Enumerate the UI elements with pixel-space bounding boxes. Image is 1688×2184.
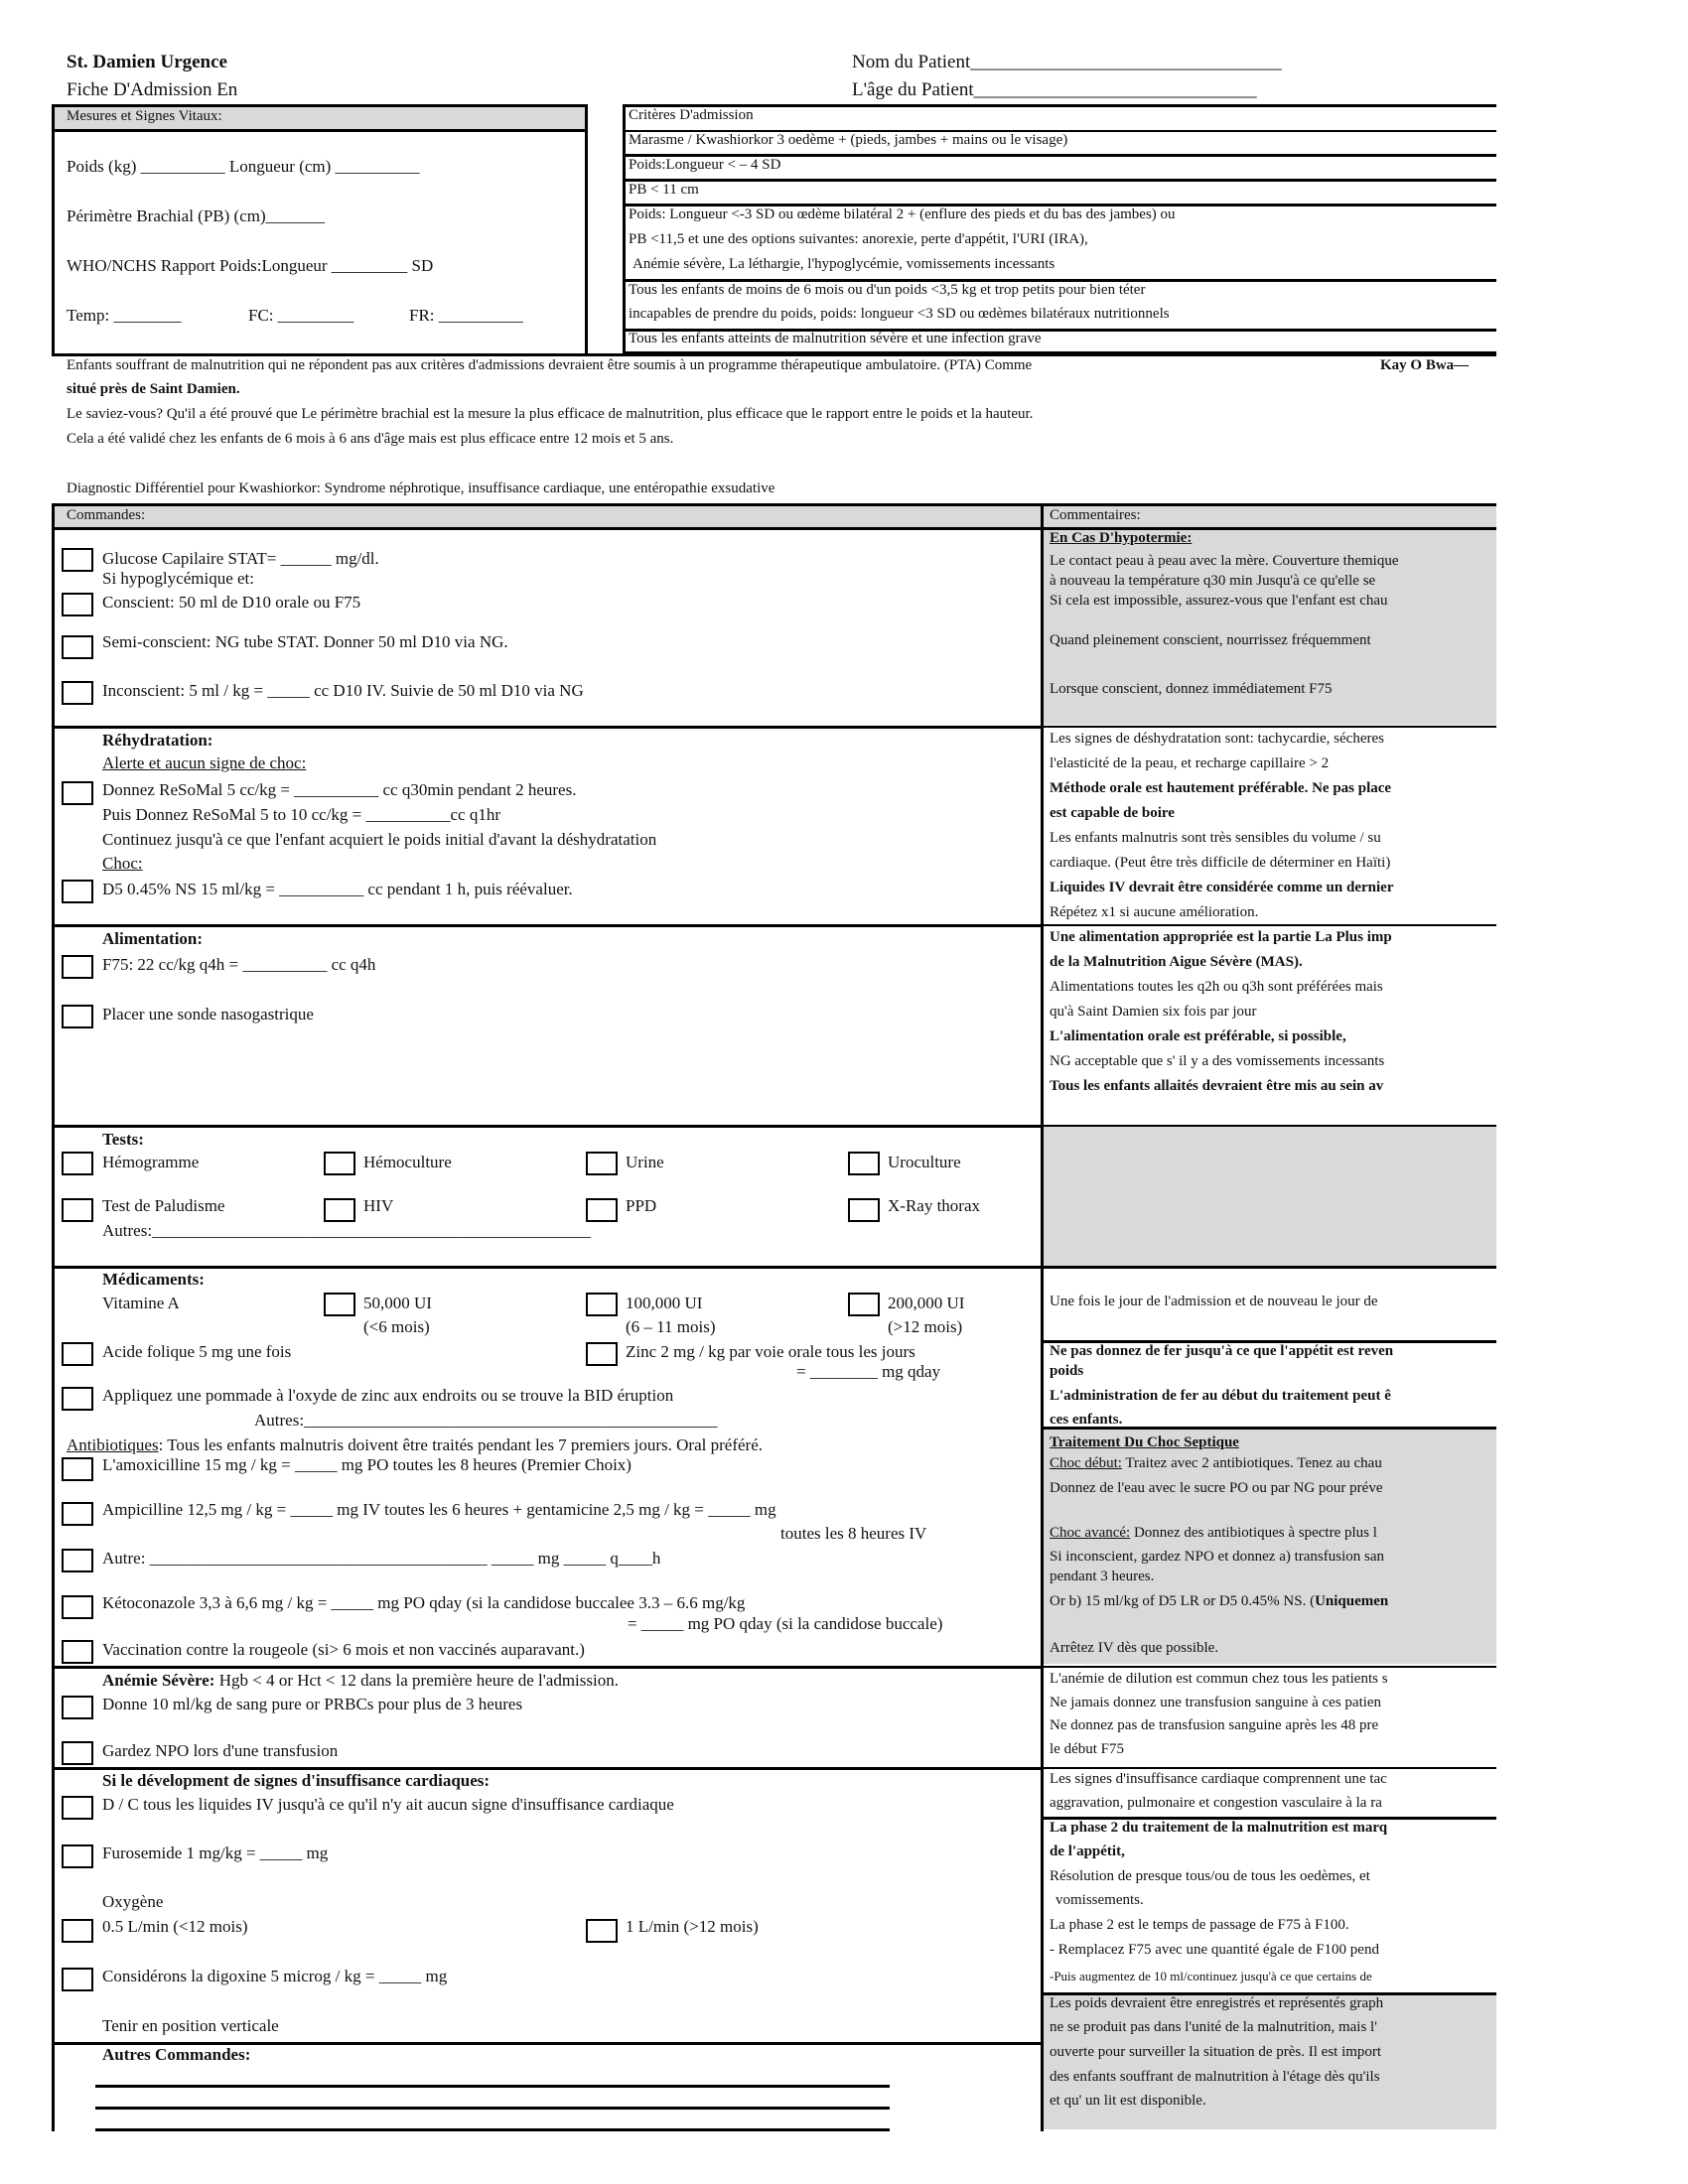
comment-text: Ne pas donnez de fer jusqu'à ce que l'appétit est reven xyxy=(1050,1343,1394,1359)
other-orders-line[interactable] xyxy=(95,2085,890,2088)
anemia-title-label: Anémie Sévère: xyxy=(102,1671,215,1690)
rehydration-title: Réhydratation: xyxy=(102,731,213,750)
comment-text: poids xyxy=(1050,1363,1084,1379)
comment-text: ces enfants. xyxy=(1050,1412,1123,1428)
order-glucose: Glucose Capilaire STAT= ______ mg/dl. xyxy=(102,549,379,568)
checkbox-vitamin-a-200k[interactable] xyxy=(848,1293,880,1316)
tests-title: Tests: xyxy=(102,1130,144,1149)
checkbox-folic-acid[interactable] xyxy=(62,1342,93,1366)
comment-text: Résolution de presque tous/ou de tous les oedèmes, et xyxy=(1050,1868,1370,1884)
order-ng-tube: Placer une sonde nasogastrique xyxy=(102,1005,314,1024)
criteria-title: Critères D'admission xyxy=(629,107,754,123)
checkbox-other-antibiotic[interactable] xyxy=(62,1549,93,1572)
comment-text: Les enfants malnutris sont très sensibles du volume / su xyxy=(1050,830,1381,846)
order-resomal-2: Puis Donnez ReSoMal 5 to 10 cc/kg = __________cc q1hr xyxy=(102,805,501,824)
test-label: Uroculture xyxy=(888,1153,961,1171)
checkbox-amoxicillin[interactable] xyxy=(62,1457,93,1481)
comment-text: Ne donnez pas de transfusion sanguine après les 48 pre xyxy=(1050,1717,1379,1733)
order-glucose-sub: Si hypoglycémique et: xyxy=(102,569,254,588)
info-line-1: Enfants souffrant de malnutrition qui ne répondent pas aux critères d'admissions devraient être soumis à un programme thérapeutique ambulatoire. (PTA) Comme xyxy=(67,357,1033,373)
temp-field[interactable]: Temp: ________ xyxy=(67,306,182,325)
order-zinc-2: = ________ mg qday xyxy=(796,1362,941,1381)
comment-text: l'elasticité de la peau, et recharge capillaire > 2 xyxy=(1050,755,1330,771)
checkbox-test[interactable] xyxy=(586,1152,618,1175)
comment-text: aggravation, pulmonaire et congestion vasculaire à la ra xyxy=(1050,1795,1382,1811)
order-dc-iv: D / C tous les liquides IV jusqu'à ce qu'il n'y ait aucun signe d'insuffisance cardiaque xyxy=(102,1795,674,1814)
comment-septic-shock-title: Traitement Du Choc Septique xyxy=(1050,1434,1239,1450)
vitamin-a-age: (<6 mois) xyxy=(363,1317,430,1336)
order-oxygen-low: 0.5 L/min (<12 mois) xyxy=(102,1917,248,1936)
vitamin-a-age: (>12 mois) xyxy=(888,1317,963,1336)
comment-text: Une alimentation appropriée est la partie La Plus imp xyxy=(1050,929,1392,945)
fc-field[interactable]: FC: _________ xyxy=(248,306,354,325)
order-ketoconazole: Kétoconazole 3,3 à 6,6 mg / kg = _____ mg PO qday (si la candidose buccalee 3.3 – 6.6 mg/kg xyxy=(102,1593,746,1612)
order-oxygen-high: 1 L/min (>12 mois) xyxy=(626,1917,759,1936)
vitals-title: Mesures et Signes Vitaux: xyxy=(67,108,222,124)
comment-hypothermia-title: En Cas D'hypotermie: xyxy=(1050,530,1193,546)
orders-header: Commandes: xyxy=(67,507,146,523)
patient-age-field[interactable]: L'âge du Patient______________________________ xyxy=(852,79,1257,100)
comment-text: La phase 2 du traitement de la malnutrition est marq xyxy=(1050,1820,1388,1836)
checkbox-test[interactable] xyxy=(586,1198,618,1222)
order-furosemide: Furosemide 1 mg/kg = _____ mg xyxy=(102,1843,329,1862)
order-zinc-ointment: Appliquez une pommade à l'oxyde de zinc aux endroits ou se trouve la BID éruption xyxy=(102,1386,674,1405)
vitamin-a-dose: 200,000 UI xyxy=(888,1294,965,1312)
antibiotics-note xyxy=(67,1435,763,1455)
test-label: Hémoculture xyxy=(363,1153,452,1171)
comment-text: Une fois le jour de l'admission et de nouveau le jour de xyxy=(1050,1294,1378,1309)
comment-text: La phase 2 est le temps de passage de F75 à F100. xyxy=(1050,1917,1349,1933)
weight-length-field[interactable]: Poids (kg) __________ Longueur (cm) __________ xyxy=(67,157,420,176)
comment-text: Arrêtez IV dès que possible. xyxy=(1050,1640,1219,1656)
comment-text: L'anémie de dilution est commun chez tous les patients s xyxy=(1050,1671,1388,1687)
comment-text-part: Or b) 15 ml/kg of D5 LR or D5 0.45% NS. ( xyxy=(1050,1593,1316,1609)
comment-text: qu'à Saint Damien six fois par jour xyxy=(1050,1004,1257,1020)
order-resomal: Donnez ReSoMal 5 cc/kg = __________ cc q30min pendant 2 heures. xyxy=(102,780,577,799)
checkbox-conscious[interactable] xyxy=(62,593,93,616)
comment-text: NG acceptable que s' il y a des vomissements incessants xyxy=(1050,1053,1385,1069)
vitamin-a-label: Vitamine A xyxy=(102,1294,180,1312)
order-npo: Gardez NPO lors d'une transfusion xyxy=(102,1741,339,1760)
rehydration-shock: Choc: xyxy=(102,854,143,873)
comment-shock-advanced-label: Choc avancé: xyxy=(1050,1525,1131,1541)
comment-text-bold: Uniquemen xyxy=(1315,1593,1389,1609)
tests-other-field[interactable]: Autres:____________________________________________________ xyxy=(102,1221,592,1240)
order-f75: F75: 22 cc/kg q4h = __________ cc q4h xyxy=(102,955,376,974)
order-semi-conscious: Semi-conscient: NG tube STAT. Donner 50 ml D10 via NG. xyxy=(102,632,508,651)
order-upright: Tenir en position verticale xyxy=(102,2016,279,2035)
criteria-4b: PB <11,5 et une des options suivantes: anorexie, perte d'appétit, l'URI (IRA), xyxy=(629,231,1088,247)
comment-text: cardiaque. (Peut être très difficile de déterminer en Haïti) xyxy=(1050,855,1391,871)
order-zinc: Zinc 2 mg / kg par voie orale tous les jours xyxy=(626,1342,915,1361)
checkbox-transfusion[interactable] xyxy=(62,1696,93,1719)
order-amoxicillin: L'amoxicilline 15 mg / kg = _____ mg PO toutes les 8 heures (Premier Choix) xyxy=(102,1455,632,1474)
criteria-4c: Anémie sévère, La léthargie, l'hypoglycémie, vomissements incessants xyxy=(633,256,1055,272)
checkbox-measles-vaccine[interactable] xyxy=(62,1640,93,1664)
checkbox-ampicillin[interactable] xyxy=(62,1502,93,1526)
checkbox-npo[interactable] xyxy=(62,1741,93,1765)
feeding-title: Alimentation: xyxy=(102,929,204,948)
order-measles-vaccine: Vaccination contre la rougeole (si> 6 mois et non vaccinés auparavant.) xyxy=(102,1640,585,1659)
test-label: Urine xyxy=(626,1153,664,1171)
comment-text xyxy=(1050,1455,1382,1472)
criteria-2: Poids:Longueur < – 4 SD xyxy=(629,157,781,173)
comment-shock-advanced-text: Donnez des antibiotiques à spectre plus l xyxy=(1130,1525,1377,1541)
anemia-title-text: Hgb < 4 or Hct < 12 dans la première heure de l'admission. xyxy=(214,1671,619,1690)
muac-field[interactable]: Périmètre Brachial (PB) (cm)_______ xyxy=(67,206,326,225)
checkbox-d5[interactable] xyxy=(62,880,93,903)
rehydration-alert: Alerte et aucun signe de choc: xyxy=(102,753,307,772)
criteria-5a: Tous les enfants de moins de 6 mois ou d'un poids <3,5 kg et trop petits pour bien téter xyxy=(629,282,1146,298)
comment-text: Si cela est impossible, assurez-vous que l'enfant est chau xyxy=(1050,593,1388,609)
criteria-3: PB < 11 cm xyxy=(629,182,699,198)
comment-text: des enfants souffrant de malnutrition à l'étage dès qu'ils xyxy=(1050,2069,1380,2085)
checkbox-test[interactable] xyxy=(62,1152,93,1175)
meds-title: Médicaments: xyxy=(102,1270,205,1289)
info-line-2: situé près de Saint Damien. xyxy=(67,381,240,397)
vitamin-a-dose: 100,000 UI xyxy=(626,1294,703,1312)
vitamin-a-age: (6 – 11 mois) xyxy=(626,1317,716,1336)
comment-text xyxy=(1050,1593,1388,1610)
other-orders-line[interactable] xyxy=(95,2128,890,2131)
checkbox-digoxin[interactable] xyxy=(62,1968,93,1991)
comment-text: est capable de boire xyxy=(1050,805,1175,821)
info-line-5: Diagnostic Différentiel pour Kwashiorkor: Syndrome néphrotique, insuffisance cardiaque, une entéropathie exsudative xyxy=(67,480,775,496)
oxygen-label: Oxygène xyxy=(102,1892,164,1911)
comment-text: Quand pleinement conscient, nourrissez fréquemment xyxy=(1050,632,1371,648)
comment-text: - Remplacez F75 avec une quantité égale de F100 pend xyxy=(1050,1942,1379,1958)
checkbox-semi-conscious[interactable] xyxy=(62,635,93,659)
checkbox-vitamin-a-50k[interactable] xyxy=(324,1293,355,1316)
checkbox-resomal[interactable] xyxy=(62,781,93,805)
checkbox-furosemide[interactable] xyxy=(62,1844,93,1868)
comment-text: ouverte pour surveiller la situation de près. Il est import xyxy=(1050,2044,1382,2060)
checkbox-oxygen-high[interactable] xyxy=(586,1919,618,1943)
checkbox-test[interactable] xyxy=(848,1152,880,1175)
who-ratio-field[interactable]: WHO/NCHS Rapport Poids:Longueur _________ SD xyxy=(67,256,434,275)
comment-text: pendant 3 heures. xyxy=(1050,1569,1155,1584)
checkbox-test[interactable] xyxy=(324,1198,355,1222)
criteria-4a: Poids: Longueur <-3 SD ou œdème bilatéral 2 + (enflure des pieds et du bas des jambes) ou xyxy=(629,206,1176,222)
order-d5: D5 0.45% NS 15 ml/kg = __________ cc pendant 1 h, puis réévaluer. xyxy=(102,880,573,898)
order-ampicillin: Ampicilline 12,5 mg / kg = _____ mg IV toutes les 6 heures + gentamicine 2,5 mg / kg = _____ mg xyxy=(102,1500,776,1519)
vitamin-a-dose: 50,000 UI xyxy=(363,1294,432,1312)
order-digoxin: Considérons la digoxine 5 microg / kg = _____ mg xyxy=(102,1967,448,1985)
checkbox-f75[interactable] xyxy=(62,955,93,979)
comments-header: Commentaires: xyxy=(1050,507,1141,523)
order-unconscious: Inconscient: 5 ml / kg = _____ cc D10 IV. Suivie de 50 ml D10 via NG xyxy=(102,681,584,700)
comment-text: ne se produit pas dans l'unité de la malnutrition, mais l' xyxy=(1050,2019,1377,2035)
criteria-1: Marasme / Kwashiorkor 3 oedème + (pieds, jambes + mains ou le visage) xyxy=(629,132,1068,148)
comment-bg xyxy=(1044,1125,1496,1266)
order-ketoconazole-2: = _____ mg PO qday (si la candidose buccale) xyxy=(628,1614,943,1633)
info-line-4: Cela a été validé chez les enfants de 6 mois à 6 ans d'âge mais est plus efficace entre 12 mois et 5 ans. xyxy=(67,431,674,447)
test-label: HIV xyxy=(363,1196,394,1215)
comment-text: de la Malnutrition Aigue Sévère (MAS). xyxy=(1050,954,1303,970)
comment-text: Répétez x1 si aucune amélioration. xyxy=(1050,904,1259,920)
order-other-antibiotic: Autre: ________________________________________ _____ mg _____ q____h xyxy=(102,1549,661,1568)
hospital-name: St. Damien Urgence xyxy=(67,52,227,72)
order-folic-acid: Acide folique 5 mg une fois xyxy=(102,1342,292,1361)
comment-shock-early-label: Choc début: xyxy=(1050,1455,1122,1471)
test-label: X-Ray thorax xyxy=(888,1196,981,1215)
patient-name-field[interactable]: Nom du Patient_________________________________ xyxy=(852,52,1282,72)
comment-text: -Puis augmentez de 10 ml/continuez jusqu'à ce que certains de xyxy=(1050,1969,1372,1983)
comment-text: L'administration de fer au début du traitement peut ê xyxy=(1050,1388,1391,1404)
antibiotics-label: Antibiotiques xyxy=(67,1435,159,1454)
comment-text: Les poids devraient être enregistrés et représentés graph xyxy=(1050,1995,1384,2011)
criteria-5b: incapables de prendre du poids, poids: longueur <3 SD ou œdèmes bilatéraux nutritionnels xyxy=(629,306,1170,322)
comment-text: Liquides IV devrait être considérée comme un dernier xyxy=(1050,880,1394,895)
checkbox-zinc[interactable] xyxy=(586,1342,618,1366)
meds-other-field[interactable]: Autres:_________________________________________________ xyxy=(254,1411,718,1430)
info-line-1-bold: Kay O Bwa— xyxy=(1380,357,1470,373)
order-transfusion: Donne 10 ml/kg de sang pure or PRBCs pour plus de 3 heures xyxy=(102,1695,523,1713)
checkbox-test[interactable] xyxy=(324,1152,355,1175)
comment-text: Donnez de l'eau avec le sucre PO ou par NG pour préve xyxy=(1050,1480,1383,1496)
comment-text xyxy=(1050,1525,1377,1542)
criteria-6: Tous les enfants atteints de malnutrition sévère et une infection grave xyxy=(629,331,1042,346)
test-label: PPD xyxy=(626,1196,657,1215)
comment-text: le début F75 xyxy=(1050,1741,1124,1757)
form-title: Fiche D'Admission En xyxy=(67,79,238,100)
checkbox-oxygen-low[interactable] xyxy=(62,1919,93,1943)
checkbox-dc-iv[interactable] xyxy=(62,1796,93,1820)
antibiotics-text: : Tous les enfants malnutris doivent être traités pendant les 7 premiers jours. Oral préféré. xyxy=(158,1435,763,1454)
comment-text: et qu' un lit est disponible. xyxy=(1050,2093,1206,2109)
comment-text: L'alimentation orale est préférable, si possible, xyxy=(1050,1028,1346,1044)
comment-text: Alimentations toutes les q2h ou q3h sont préférées mais xyxy=(1050,979,1383,995)
order-continue: Continuez jusqu'à ce que l'enfant acquiert le poids initial d'avant la déshydratation xyxy=(102,830,657,849)
comment-text: Les signes de déshydratation sont: tachycardie, sécheres xyxy=(1050,731,1384,747)
fr-field[interactable]: FR: __________ xyxy=(409,306,523,325)
checkbox-vitamin-a-100k[interactable] xyxy=(586,1293,618,1316)
orders-header-bg xyxy=(52,505,1041,527)
comment-text: Ne jamais donnez une transfusion sanguine à ces patien xyxy=(1050,1695,1382,1710)
anemia-title xyxy=(102,1671,619,1691)
comment-text: de l'appétit, xyxy=(1050,1843,1125,1859)
comment-text: Le contact peau à peau avec la mère. Couverture themique xyxy=(1050,553,1399,569)
other-orders-line[interactable] xyxy=(95,2107,890,2110)
checkbox-ketoconazole[interactable] xyxy=(62,1595,93,1619)
comment-text: Méthode orale est hautement préférable. Ne pas place xyxy=(1050,780,1392,796)
other-orders-title: Autres Commandes: xyxy=(102,2045,251,2064)
comment-text: vomissements. xyxy=(1055,1892,1144,1908)
checkbox-glucose[interactable] xyxy=(62,548,93,572)
cardiac-title: Si le dévelopment de signes d'insuffisance cardiaques: xyxy=(102,1771,491,1790)
order-ampicillin-2: toutes les 8 heures IV xyxy=(780,1524,927,1543)
comment-text: à nouveau la température q30 min Jusqu'à ce qu'elle se xyxy=(1050,573,1376,589)
comment-text: Lorsque conscient, donnez immédiatement F75 xyxy=(1050,681,1333,697)
comment-text: Si inconscient, gardez NPO et donnez a) transfusion san xyxy=(1050,1549,1384,1565)
test-label: Test de Paludisme xyxy=(102,1196,225,1215)
checkbox-unconscious[interactable] xyxy=(62,681,93,705)
info-line-3: Le saviez-vous? Qu'il a été prouvé que Le périmètre brachial est la mesure la plus efficace de malnutrition, plus efficace que le rapport entre le poids et la hauteur. xyxy=(67,406,1034,422)
checkbox-test[interactable] xyxy=(62,1198,93,1222)
checkbox-test[interactable] xyxy=(848,1198,880,1222)
comment-text: Tous les enfants allaités devraient être mis au sein av xyxy=(1050,1078,1384,1094)
checkbox-zinc-ointment[interactable] xyxy=(62,1387,93,1411)
test-label: Hémogramme xyxy=(102,1153,200,1171)
comment-shock-early-text: Traitez avec 2 antibiotiques. Tenez au chau xyxy=(1121,1455,1382,1471)
checkbox-ng-tube[interactable] xyxy=(62,1005,93,1028)
order-conscious: Conscient: 50 ml de D10 orale ou F75 xyxy=(102,593,361,612)
comment-text: Les signes d'insuffisance cardiaque comprennent une tac xyxy=(1050,1771,1387,1787)
